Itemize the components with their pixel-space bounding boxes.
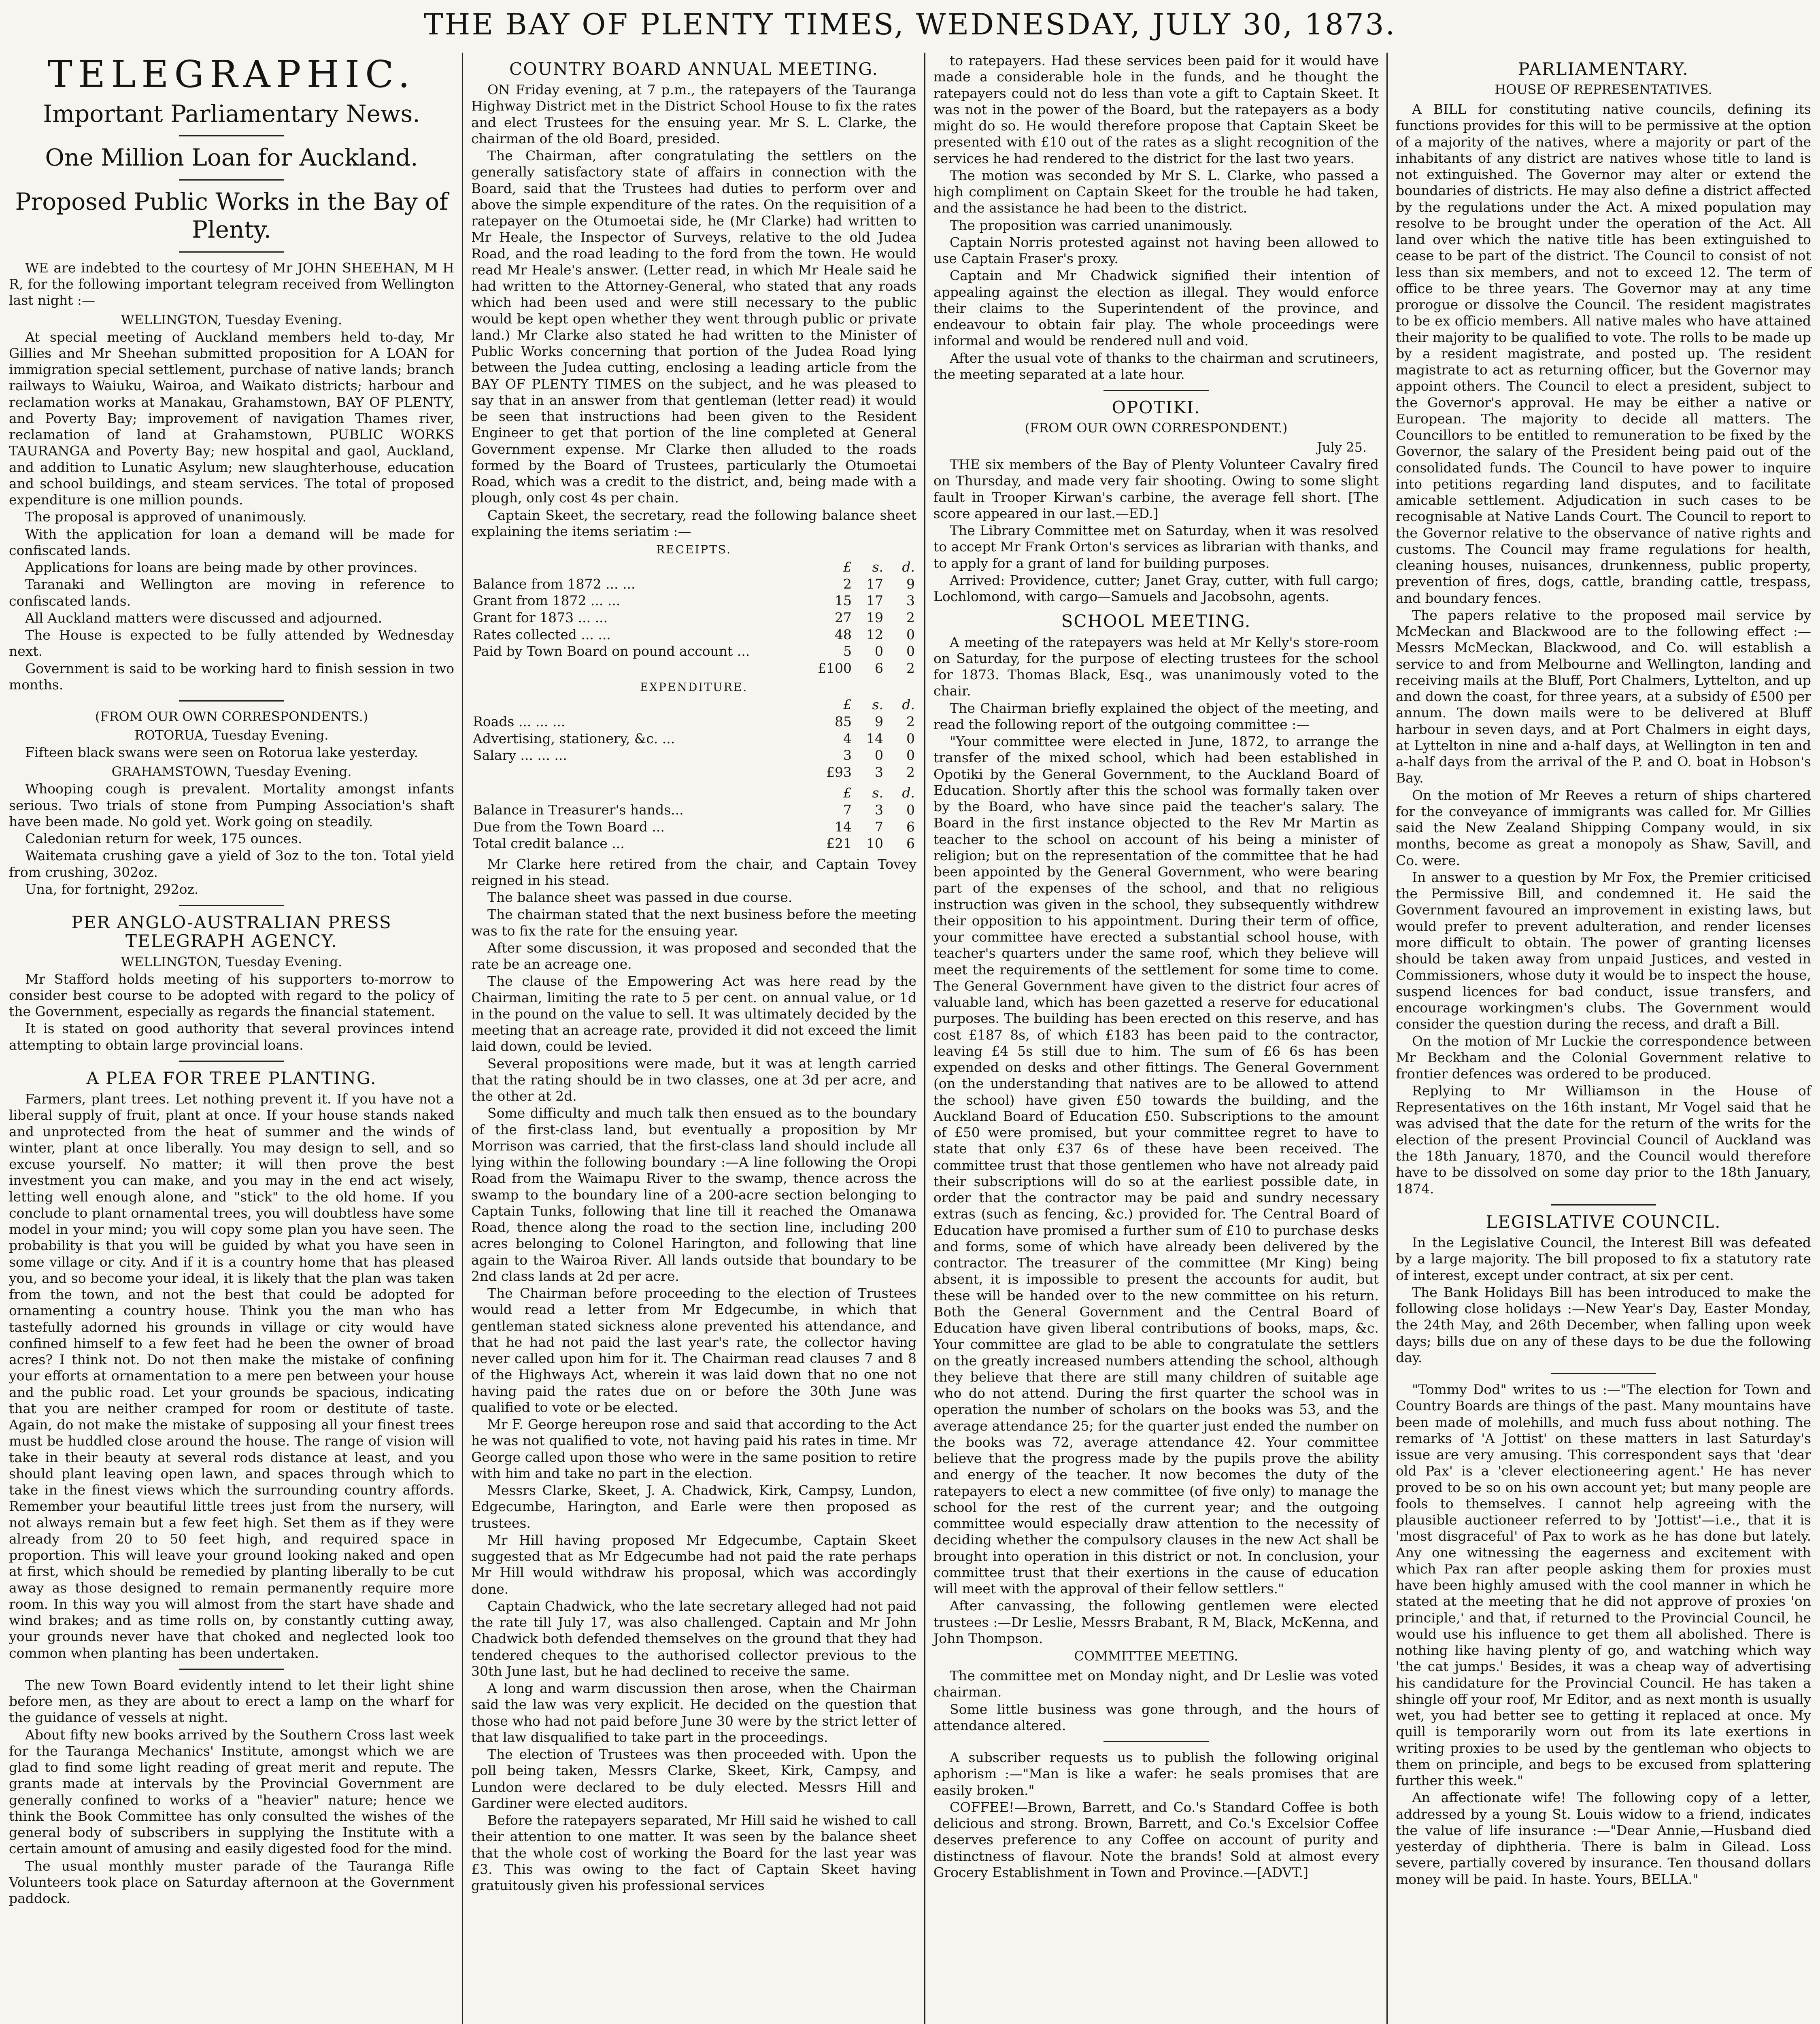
table-header-cell: d. xyxy=(902,559,915,575)
divider xyxy=(1103,1741,1209,1742)
table-cell: 14 xyxy=(866,730,883,746)
table-cell xyxy=(471,764,822,781)
local-news-paragraphs xyxy=(9,1677,454,1907)
table-header-cell: s. xyxy=(872,559,883,575)
table-cell: 17 xyxy=(866,576,883,592)
table-cell: Roads ... ... ... xyxy=(473,713,566,729)
table-cell: Balance from 1872 ... ... xyxy=(473,576,636,592)
table-cell: 0 xyxy=(906,626,915,642)
table-row xyxy=(471,835,916,852)
headline-public-works: Proposed Public Works in the Bay of Plenty. xyxy=(15,187,448,244)
committee-paragraphs xyxy=(933,1668,1379,1734)
article-paragraph: COFFEE!—Brown, Barrett, and Co.'s Standard Coffee is both delicious and strong. Brown, Barrett, and Co.'s Excelsior Coffee deserves preference to any Coffee on account of purity and distinctness of flavour. Note the brands! Sold at almost every Grocery Establishment in Town and Province.—[ADVT.] xyxy=(933,1799,1379,1880)
article-paragraph: Mr Hill having proposed Mr Edgecumbe, Captain Skeet suggested that as Mr Edgecumbe had not paid the rate perhaps Mr Hill would withdraw his proposal, which was accordingly done. xyxy=(471,1532,916,1597)
article-paragraph: Una, for fortnight, 292oz. xyxy=(25,881,199,897)
article-paragraph: With the application for loan a demand will be made for confiscated lands. xyxy=(9,526,454,558)
table-cell: Rates collected ... ... xyxy=(473,626,611,642)
table-cell: £93 xyxy=(826,764,852,780)
table-cell: 2 xyxy=(906,660,915,676)
opotiki-paragraphs xyxy=(933,457,1379,605)
table-cell: 2 xyxy=(906,713,915,729)
article-paragraph: ON Friday evening, at 7 p.m., the ratepayers of the Tauranga Highway District met in the District School House to fix the rates and elect Trustees for the ensuing year. Mr S. L. Clarke, the chairman of the old Board, presided. xyxy=(471,82,916,147)
table-cell xyxy=(471,660,816,677)
table-cell: 0 xyxy=(906,643,915,659)
article-paragraph: The election of Trustees was then proceeded with. Upon the poll being taken, Messrs Clarke, Skeet, Kirk, Campsy, and Lundon were declared to be duly elected. Messrs Hill and Gardiner were elected auditors. xyxy=(471,1746,916,1811)
opotiki-date: July 25. xyxy=(1317,440,1367,455)
column-3 xyxy=(928,53,1384,2024)
correspondence-paragraphs xyxy=(1396,1382,1811,1888)
article-paragraph: A BILL for constituting native councils, defining its functions provides for this will to be permissive at the option of a majority of the natives, where a majority or part of the inhabitants of any district are natives whose title to land is not extinguished. The Governor may alter or extend the boundaries of districts. He may also define a district affected by the regulations under the Act. A mixed population may resolve to be brought under the operation of the Act. All land over which the native title has been extinguished to cease to be part of the district. The Council to consist of not less than six members, and not to exceed 12. The term of office to be three years. The Governor may at any time prorogue or dissolve the Council. The resident magistrates to be ex officio members. All native males who have attained their majority to be qualified to vote. The rolls to be made up by a resident magistrate, and posted up. The resident magistrate to act as returning officer, but the Governor may appoint others. The Council to elect a president, subject to the Governor's approval. He may be either a native or European. The majority to decide all matters. The Councillors to be entitled to remuneration to be fixed by the Governor, the salary of the President being paid out of the consolidated funds. The Council to have power to inquire into petitions regarding land disputes, and to facilitate amicable settlement. Adjudication in such cases to be recognisable at Native Lands Court. The Council to report to the Governor relative to the observance of native rights and customs. The Council may frame regulations for health, cleaning houses, nuisances, drunkenness, public property, prevention of fires, dogs, cattle, branding cattle, trespass, and boundary fences. xyxy=(1396,101,1811,606)
table-header-cell: d. xyxy=(902,785,915,801)
table-row xyxy=(471,609,916,626)
divider xyxy=(1103,390,1209,391)
article-paragraph: The Chairman before proceeding to the election of Trustees would read a letter from Mr Edgecumbe, in which that gentleman stated sickness alone prevented his attendance, and that he had not paid the last year's rate, the collector having never called upon him for it. The Chairman read clauses 7 and 8 of the Highways Act, wherein it was laid down that no one not having paid the rates due on or before the 30th June was qualified to vote or be elected. xyxy=(471,1285,916,1415)
table-cell: 17 xyxy=(866,593,883,609)
table-row xyxy=(471,747,916,764)
article-paragraph: A long and warm discussion then arose, when the Chairman said the law was very explicit. He decided on the question that those who had not paid before June 30 were by the strict letter of that law disqualified to take part in the proceedings. xyxy=(471,1680,916,1745)
grahamstown-paragraphs xyxy=(9,781,454,897)
table-cell: 2 xyxy=(906,764,915,780)
table-cell: 0 xyxy=(906,747,915,763)
divider xyxy=(179,179,284,181)
article-paragraph: "Tommy Dod" writes to us :—"The election for Town and Country Boards are things of the past. Many mountains have been made of molehills, and much fuss about nothing. The remarks of 'A Jottist' on these matters in last Saturday's issue are very amusing. This correspondent says that 'dear old Pax' is a 'clever electioneering agent.' He has never proved to be so on his own account yet; but many people are fools to themselves. I cannot help agreeing with the plausible auctioneer referred to by 'Jottist'—i.e., that it is 'most disgraceful' of Pax to work as he has done but lately. Any one witnessing the eagerness and excitement with which Pax ran after people asking them for proxies must have been highly amused with the cool manner in which he stated at the meeting that he did not approve of proxies 'on principle,' and that, if returned to the Provincial Council, he would use his influence to get them all abolished. There is nothing like having plenty of go, and watching which way 'the cat jumps.' Besides, it was a cheap way of advertising his candidature for the Provincial Council. He has taken a shingle off your roof, Mr Editor, and as next month is usually wet, you had better see to getting it replaced at once. My quill is temporarily worn out from its late exertions in writing proxies to be used by the gentleman who objects to them on principle, and begs to be excused from splattering further this week." xyxy=(1396,1382,1811,1789)
table-cell: 12 xyxy=(866,626,883,642)
expenditure-table xyxy=(471,696,916,780)
article-paragraph: After some discussion, it was proposed and seconded that the rate be an acreage one. xyxy=(471,940,916,972)
headline-loan: One Million Loan for Auckland. xyxy=(45,144,418,172)
expenditure-heading: EXPENDITURE. xyxy=(640,680,748,694)
school-meeting-paragraphs xyxy=(933,634,1379,1647)
divider xyxy=(1551,1204,1656,1205)
table-cell: 10 xyxy=(866,836,883,852)
article-paragraph: All Auckland matters were discussed and adjourned. xyxy=(25,610,383,626)
expenditure-rows xyxy=(471,696,916,780)
divider xyxy=(179,135,284,136)
balance-table xyxy=(471,785,916,852)
dateline: WELLINGTON, Tuesday Evening. xyxy=(121,312,342,327)
country-board-paragraphs xyxy=(471,82,916,540)
divider xyxy=(1551,1373,1656,1374)
article-paragraph: The papers relative to the proposed mail service by McMeckan and Blackwood are to the following effect :—Messrs McMeckan, Blackwood, and Co. will establish a service to and from Melbourne and Wellington, landing and receiving mails at the Bluff, Port Chalmers, Lyttelton, and up and down the coast, for three years, at a subsidy of £500 per annum. The down mails were to be delivered at Bluff harbour in seven days, and at Port Chalmers in eight days, at Lyttelton in nine and a-half days, at Wellington in ten and a-half days from the arrival of the P. and O. boat in Hobson's Bay. xyxy=(1396,607,1811,786)
table-header-cell: d. xyxy=(902,697,915,713)
table-header-cell: £ xyxy=(843,785,852,801)
table-header-cell xyxy=(471,785,822,802)
article-paragraph: to ratepayers. Had these services been paid for it would have made a considerable hole in the funds, and he thought the ratepayers could not do less than vote a gift to Captain Skeet. It was not in the power of the Board, but the ratepayers as a body might do so. He would therefore propose that Captain Skeet be presented with £10 out of the rates as a slight recognition of the services he had rendered to the district for the last two years. xyxy=(933,53,1379,166)
article-paragraph: The House is expected to be fully attended by Wednesday next. xyxy=(9,627,454,659)
article-paragraph: Applications for loans are being made by other provinces. xyxy=(25,559,418,576)
table-header-cell: £ xyxy=(843,697,852,713)
divider xyxy=(179,700,284,702)
table-row xyxy=(471,730,916,747)
article-paragraph: The balance sheet was passed in due course. xyxy=(487,889,793,906)
article-paragraph: Replying to Mr Williamson in the House of Representatives on the 16th instant, Mr Vogel said that he was advised that the date for the return of the writs for the election of the present Provincial Council of Auckland was the 18th January, 1870, and the Council would therefore have to be dissolved on some day prior to the 18th January, 1874. xyxy=(1396,1083,1811,1197)
parliamentary-heading: PARLIAMENTARY. xyxy=(1518,59,1689,79)
receipts-table xyxy=(471,559,916,676)
article-paragraph: The chairman stated that the next business before the meeting was to fix the rate for the ensuing year. xyxy=(471,906,916,939)
press-paragraphs xyxy=(9,971,454,1053)
table-cell: 15 xyxy=(835,593,852,609)
article-paragraph: A subscriber requests us to publish the following original aphorism :—"Man is like a wafer: he seals promises that are easily broken." xyxy=(933,1750,1379,1798)
table-cell: 0 xyxy=(875,747,883,763)
intro-paragraph: WE are indebted to the courtesy of Mr JOHN SHEEHAN, M H R, for the following important telegram received from Wellington last night :— xyxy=(9,259,454,308)
column-rule xyxy=(462,53,463,2024)
article-paragraph: The Bank Holidays Bill has been introduced to make the following close holidays :—New Year's Day, Easter Monday, the 24th May, and 26th December, when falling upon week days; bills due on any of these days to be due the following day. xyxy=(1396,1284,1811,1365)
table-cell: £100 xyxy=(818,660,852,676)
table-cell: £21 xyxy=(826,836,852,852)
article-paragraph: Mr Clarke here retired from the chair, and Captain Tovey reigned in his stead. xyxy=(471,856,916,888)
table-cell: 7 xyxy=(875,819,883,835)
article-paragraph: The proposal is approved of unanimously. xyxy=(25,509,307,525)
dateline: WELLINGTON, Tuesday Evening. xyxy=(121,954,342,969)
table-header-row xyxy=(471,785,916,802)
receipts-heading: RECEIPTS. xyxy=(656,543,732,557)
house-heading: HOUSE OF REPRESENTATIVES. xyxy=(1495,82,1712,98)
table-cell: Advertising, stationery, &c. ... xyxy=(473,730,675,746)
balance-rows xyxy=(471,785,916,852)
column-1 xyxy=(3,53,460,2024)
article-paragraph: In answer to a question by Mr Fox, the Premier criticised the Permissive Bill, and condemned it. He said the Government favoured an improvement in existing laws, but would prefer to prevent adulteration, and render licenses more difficult to obtain. The power of granting licenses should be taken away from unpaid Justices, and vested in Commissioners, whose duty it would be to inspect the house, suspend licences for bad conduct, issue transfers, and encourage workingmen's clubs. The Government would consider the question during the recess, and draft a Bill. xyxy=(1396,869,1811,1032)
dateline: ROTORUA, Tuesday Evening. xyxy=(134,727,329,743)
legislative-council-heading: LEGISLATIVE COUNCIL. xyxy=(1486,1212,1721,1232)
table-cell: Grant for 1873 ... ... xyxy=(473,609,608,625)
article-paragraph: Several propositions were made, but it was at length carried that the rating should be in two classes, one at 3d per acre, and the other at 2d. xyxy=(471,1055,916,1104)
telegraphic-heading: TELEGRAPHIC. xyxy=(47,53,416,96)
column-2 xyxy=(466,53,922,2024)
table-row xyxy=(471,819,916,836)
table-cell: 6 xyxy=(906,836,915,852)
article-paragraph: The new Town Board evidently intend to let their light shine before men, as they are about to erect a lamp on the wharf for the guidance of vessels at night. xyxy=(9,1677,454,1726)
table-cell: 0 xyxy=(906,730,915,746)
table-cell: 0 xyxy=(875,643,883,659)
table-cell: Grant from 1872 ... ... xyxy=(473,593,621,609)
house-paragraphs xyxy=(1396,101,1811,1197)
table-cell: 6 xyxy=(875,660,883,676)
table-cell: Salary ... ... ... xyxy=(473,747,567,763)
column-rule xyxy=(924,53,925,2024)
opotiki-heading: OPOTIKI. xyxy=(1112,398,1201,417)
article-paragraph: The proposition was carried unanimously. xyxy=(950,217,1233,233)
table-row xyxy=(471,626,916,643)
article-paragraph: Fifteen black swans were seen on Rotorua lake yesterday. xyxy=(25,744,419,761)
article-paragraph: An affectionate wife! The following copy of a letter, addressed by a young St. Louis widow to a friend, indicates the value of life insurance :—"Dear Annie,—Husband died yesterday of diphtheria. There is balm in Gilead. Loss severe, partially covered by insurance. Ten thousand dollars money will be paid. In haste. Yours, BELLA." xyxy=(1396,1790,1811,1887)
article-paragraph: The committee met on Monday night, and Dr Leslie was voted chairman. xyxy=(933,1668,1379,1700)
article-paragraph: On the motion of Mr Reeves a return of ships chartered for the conveyance of immigrants was called for. Mr Gillies said the New Zealand Shipping Company would, in six months, become as great a monopoly as Shaw, Savill, and Co. were. xyxy=(1396,787,1811,868)
divider xyxy=(179,905,284,906)
school-meeting-heading: SCHOOL MEETING. xyxy=(1061,611,1251,631)
tree-planting-paragraphs xyxy=(9,1091,454,1661)
table-header-cell: s. xyxy=(872,697,883,713)
article-paragraph: The Library Committee met on Saturday, when it was resolved to accept Mr Frank Orton's services as librarian with thanks, and to apply for a grant of land for building purposes. xyxy=(933,523,1379,571)
table-cell: 3 xyxy=(875,764,883,780)
table-cell: 2 xyxy=(843,576,852,592)
article-paragraph: It is stated on good authority that several provinces intend attempting to obtain large provincial loans. xyxy=(9,1021,454,1053)
opotiki-correspondent: (FROM OUR OWN CORRESPONDENT.) xyxy=(1025,420,1288,436)
article-paragraph: The clause of the Empowering Act was here read by the Chairman, limiting the rate to 5 per cent. on annual value, or 1d in the pound on the value to sell. It was ultimately decided by the meeting that an acreage rate, provided it did not exceed the limit laid down, could be levied. xyxy=(471,973,916,1055)
article-paragraph: Captain and Mr Chadwick signified their intention of appealing against the election as illegal. They would enforce their claims to the Superintendent of the province, and endeavour to obtain fair play. The whole proceedings were informal and would be rendered null and void. xyxy=(933,268,1379,349)
table-cell: Paid by Town Board on pound account ... xyxy=(473,643,750,659)
table-header-row xyxy=(471,696,916,713)
article-paragraph: The Chairman, after congratulating the settlers on the generally satisfactory state of affairs in connection with the Board, said that the Trustees had duties to perform over and above the simple expenditure of the rates. On the requisition of a ratepayer on the Otumoetai side, he (Mr Clarke) had written to Mr Heale, the Inspector of Surveys, relative to the old Judea Road, and the road leading to the ford from the town. He would read Mr Heale's answer. (Letter read, in which Mr Heale said he had written to the Attorney-General, who stated that any roads which had been used and were still necessary to the public would be kept open whether they went through public or private land.) Mr Clarke also stated he had written to the Minister of Public Works concerning that portion of the Judea Road lying between the Judea cutting, enclosing a leading article from the BAY OF PLENTY TIMES on the subject, and he was pleased to say that in an answer from that gentleman (letter read) it would be seen that instructions had been given to the Resident Engineer to get that portion of the line completed at General Government expense. Mr Clarke then alluded to the roads formed by the Board of Trustees, particularly the Otumoetai Road, which was a credit to the district, and, being made with a plough, only cost 4s per chain. xyxy=(471,148,916,506)
article-paragraph: THE six members of the Bay of Plenty Volunteer Cavalry fired on Thursday, and made very fair shooting. Owing to some slight fault in Trooper Kirwan's carbine, the average fell short. [The score appeared in our last.—ED.] xyxy=(933,457,1379,521)
receipts-rows xyxy=(471,559,916,676)
table-row xyxy=(471,764,916,781)
table-cell: 14 xyxy=(835,819,852,835)
country-board-heading: COUNTRY BOARD ANNUAL MEETING. xyxy=(509,59,878,79)
article-paragraph: The Chairman briefly explained the object of the meeting, and read the following report of the outgoing committee :— xyxy=(933,700,1379,732)
table-row xyxy=(471,576,916,593)
table-cell: 9 xyxy=(906,576,915,592)
table-cell: 4 xyxy=(843,730,852,746)
table-row xyxy=(471,660,916,677)
table-row xyxy=(471,802,916,819)
article-paragraph: About fifty new books arrived by the Southern Cross last week for the Tauranga Mechanics' Institute, amongst which we are glad to find some light reading of great merit and repute. The grants made at intervals by the Provincial Government are generally confined to works of a "heavier" nature; hence we think the Book Committee has only consulted the wishes of the general body of subscribers in supplying the Institute with a certain amount of amusing and easily digested food for the mind. xyxy=(9,1726,454,1857)
table-cell: 5 xyxy=(843,643,852,659)
divider xyxy=(179,251,284,253)
column-4 xyxy=(1390,53,1817,2024)
legislative-paragraphs xyxy=(1396,1235,1811,1366)
article-paragraph: After canvassing, the following gentlemen were elected trustees :—Dr Leslie, Messrs Brabant, R M, Black, McKenna, and John Thompson. xyxy=(933,1598,1379,1646)
table-cell: 27 xyxy=(835,609,852,625)
table-cell: 3 xyxy=(906,593,915,609)
press-agency-heading: PER ANGLO-AUSTRALIAN PRESS TELEGRAPH AGENCY. xyxy=(71,912,392,951)
table-cell: Balance in Treasurer's hands... xyxy=(473,802,684,818)
correspondents-label: (FROM OUR OWN CORRESPONDENTS.) xyxy=(95,709,368,725)
article-paragraph: Messrs Clarke, Skeet, J. A. Chadwick, Kirk, Campsy, Lundon, Edgecumbe, Harington, and Earle were then proposed as trustees. xyxy=(471,1482,916,1531)
article-paragraph: Waitemata crushing gave a yield of 3oz to the ton. Total yield from crushing, 302oz. xyxy=(9,848,454,880)
table-row xyxy=(471,592,916,609)
table-cell: 3 xyxy=(875,802,883,818)
article-paragraph: Arrived: Providence, cutter; Janet Gray, cutter, with full cargo; Lochlomond, with cargo—Samuels and Jacobsohn, agents. xyxy=(933,572,1379,605)
column-rule xyxy=(1386,53,1388,2024)
telegram-paragraphs xyxy=(9,329,454,693)
article-paragraph: The usual monthly muster parade of the Tauranga Rifle Volunteers took place on Saturday afternoon at the Government paddock. xyxy=(9,1858,454,1907)
article-paragraph: Taranaki and Wellington are moving in reference to confiscated lands. xyxy=(9,576,454,609)
table-header-cell xyxy=(471,696,822,713)
article-paragraph: After the usual vote of thanks to the chairman and scrutineers, the meeting separated at a late hour. xyxy=(933,350,1379,382)
table-cell: Total credit balance ... xyxy=(473,836,625,852)
table-cell: 0 xyxy=(906,802,915,818)
article-paragraph: "Your committee were elected in June, 1872, to arrange the transfer of the mixed school, which had been established in Opotiki by the General Government, to the Auckland Board of Education. Shortly after this the school was formally taken over by the Board, who have since paid the teacher's salary. The Board in the first instance objected to the Rev Mr Martin as teacher to the school on account of his being a minister of religion; but on the representation of the committee that he had been appointed by the General Government, who were bearing part of the expenses of the school, and that no religious instruction was given in the school, they subsequently withdrew their opposition to his appointment. During their term of office, your committee have erected a substantial school house, with teacher's quarters under the same roof, which they believe will meet the requirements of the settlement for some time to come. The General Government have given to the district four acres of valuable land, which has been gazetted a reserve for educational purposes. The building has been erected on this reserve, and has cost £187 8s, of which £183 has been paid to the contractor, leaving £4 5s still due to him. The sum of £6 6s has been expended on desks and other fittings. The General Government (on the understanding that natives are to be allowed to attend the school) have given £50 towards the building, and the Auckland Board of Education £50. Subscriptions to the amount of £50 were promised, but your committee regret to have to state that only £37 6s of these have been received. The committee trust that those gentlemen who have not already paid their subscriptions will do so at the earliest possible date, in order that the contractor may be paid and sundry necessary extras (such as fencing, &c.) provided for. The Central Board of Education have promised a further sum of £10 to purchase desks and forms, some of which have already been delivered by the contractor. The treasurer of the committee (Mr King) being absent, it is impossible to present the accounts for audit, but these will be handed over to the new committee on his return. Both the General Government and the Central Board of Education have given liberal contributions of books, maps, &c. Your committee are glad to be able to congratulate the settlers on the greatly increased numbers attending the school, although they believe that there are still many children of suitable age who do not attend. During the first quarter the school was in operation the number of scholars on the books was 53, and the average attendance 25; for the quarter just ended the number on the books was 72, average attendance 42. Your committee believe that the progress made by the pupils prove the ability and energy of the teacher. It now becomes the duty of the ratepayers to elect a new committee (of five only) to manage the school for the rest of the current year; and the outgoing committee would especially draw attention to the necessity of deciding whether the compulsory clauses in the new Act shall be brought into operation in this district or not. In conclusion, your committee trust that their exertions in the cause of education will meet with the approval of their fellow settlers." xyxy=(933,733,1379,1597)
table-cell: 6 xyxy=(906,819,915,835)
table-cell: 19 xyxy=(866,609,883,625)
divider xyxy=(179,1669,284,1670)
tree-planting-heading: A PLEA FOR TREE PLANTING. xyxy=(86,1068,377,1088)
article-paragraph: On the motion of Mr Luckie the correspondence between Mr Beckham and the Colonial Government relative to frontier defences was ordered to be produced. xyxy=(1396,1033,1811,1082)
table-cell: 7 xyxy=(843,802,852,818)
divider xyxy=(179,1061,284,1062)
article-paragraph: Mr Stafford holds meeting of his supporters to-morrow to consider best course to be adopted with regard to the policy of the Government, especially as regards the financial statement. xyxy=(9,971,454,1020)
article-paragraph: Some little business was gone through, and the hours of attendance altered. xyxy=(933,1701,1379,1733)
article-paragraph: Whooping cough is prevalent. Mortality amongst infants serious. Two trials of stone from Pumping Association's shaft have been made. No gold yet. Work going on steadily. xyxy=(9,781,454,829)
table-cell: 9 xyxy=(875,713,883,729)
table-cell: 85 xyxy=(835,713,852,729)
table-header-row xyxy=(471,559,916,576)
article-paragraph: Farmers, plant trees. Let nothing prevent it. If you have not a liberal supply of fruit, plant at once. If your house stands naked and unprotected from the heat of summer and the winds of winter, plant at once liberally. You may design to sell, and so excuse yourself. No matter; it will then prove the best investment you can make, and you may in the end act wisely, letting well enough alone, and "stick" to the old home. If you conclude to plant ornamental trees, you will doubtless have some model in your mind; you will copy some plan you have seen. The probability is that you will be guided by what you have seen in some village or city. And if it is a country home that has pleased you, and so become your ideal, it is likely that the plan was taken from the town, and not the best that could be adopted for ornamenting a country house. Think you the man who has tastefully adorned his grounds in village or city would have confined himself to a few feet had he been the owner of broad acres? I think not. Do not then make the mistake of confining your efforts at ornamentation to a mere pen between your house and the public road. Let your grounds be spacious, indicating that you are neither cramped for room or destitute of taste. Again, do not make the mistake of supposing all your finest trees must be huddled close around the house. The range of vision will take in their beauty at several rods distance at least, and you should plant leaving open lawn, and spaces through which to take in the finest views which the surrounding country affords. Remember your beautiful little trees just from the nursery, will not always remain but a few feet high. Set them as if they were already from 20 to 50 feet high, and required space in proportion. This will leave your ground looking naked and open at first, which should be remedied by planting liberally to be cut away as those designed to remain permanently require more room. In this way you will almost from the start have shade and wind brakes; and as time rolls on, by constantly cutting away, your grounds never have that choked and neglected look too common when planting has been undertaken. xyxy=(9,1091,454,1661)
article-paragraph: In the Legislative Council, the Interest Bill was defeated by a large majority. The bill proposed to fix a statutory rate of interest, except under contract, at six per cent. xyxy=(1396,1235,1811,1283)
article-paragraph: Caledonian return for week, 175 ounces. xyxy=(25,831,302,847)
dateline: GRAHAMSTOWN, Tuesday Evening. xyxy=(111,764,352,780)
table-header-cell xyxy=(471,559,816,576)
table-cell: 48 xyxy=(835,626,852,642)
table-row xyxy=(471,643,916,660)
masthead-title: THE BAY OF PLENTY TIMES, WEDNESDAY, JULY 30, 1873. xyxy=(423,7,1397,41)
table-row xyxy=(471,713,916,730)
article-paragraph: The motion was seconded by Mr S. L. Clarke, who passed a high compliment on Captain Skeet for the trouble he had taken, and the assistance he had been to the district. xyxy=(933,167,1379,216)
table-header-cell: £ xyxy=(843,559,852,575)
table-cell: Due from the Town Board ... xyxy=(473,819,665,835)
meeting-continued-paragraphs xyxy=(933,53,1379,383)
headline-parliamentary: Important Parliamentary News. xyxy=(43,100,420,128)
advert-paragraphs xyxy=(933,1750,1379,1881)
article-paragraph: Mr F. George hereupon rose and said that according to the Act he was not qualified to vote, not having paid his rates in time. Mr George called upon those who were in the same position to retire with him and take no part in the election. xyxy=(471,1416,916,1481)
table-cell: 3 xyxy=(843,747,852,763)
table-header-cell: s. xyxy=(872,785,883,801)
article-paragraph: Some difficulty and much talk then ensued as to the boundary of the first-class land, but eventually a proposition by Mr Morrison was carried, that the first-class land should include all lying within the following boundary :—A line following the Oropi Road from the Waimapu River to the swamp, thence across the swamp to the boundary line of a 200-acre section belonging to Captain Tunks, following that line till it reached the Omanawa Road, thence along the road to the section line, including 200 acres belonging to Colonel Harington, and following that line again to the Wairoa River. All lands outside that boundary to be 2nd class lands at 2d per acre. xyxy=(471,1105,916,1284)
article-paragraph: Captain Chadwick, who the late secretary alleged had not paid the rate till July 17, was also challenged. Captain and Mr John Chadwick both defended themselves on the ground that they had tendered cheques to the authorised collector previous to the 30th June last, but he had declined to receive the same. xyxy=(471,1598,916,1679)
article-paragraph: A meeting of the ratepayers was held at Mr Kelly's store-room on Saturday, for the purpose of electing trustees for the school for 1873. Thomas Black, Esq., was unanimously voted to the chair. xyxy=(933,634,1379,699)
article-paragraph: At special meeting of Auckland members held to-day, Mr Gillies and Mr Sheehan submitted proposition for A LOAN for immigration special settlement, purchase of native lands; branch railways to Waiuku, Wairoa, and Waikato districts; harbour and reclamation works at Manakau, Grahamstown, BAY OF PLENTY, and Poverty Bay; improvement of navigation Thames river, reclamation of land at Grahamstown, PUBLIC WORKS TAURANGA and Poverty Bay; new hospital and gaol, Auckland, and addition to Lunatic Asylum; new slaughterhouse, education and school buildings, and steam services. The total of proposed expenditure is one million pounds. xyxy=(9,329,454,508)
article-paragraph: Captain Norris protested against not having been allowed to use Captain Fraser's proxy. xyxy=(933,234,1379,266)
masthead xyxy=(0,0,1820,49)
article-paragraph: Before the ratepayers separated, Mr Hill said he wished to call their attention to one matter. It was seen by the balance sheet that the whole cost of working the Board for the last year was £3. This was owing to the fact of Captain Skeet having gratuitously given his professional services xyxy=(471,1812,916,1894)
rotorua-paragraphs xyxy=(9,744,454,761)
article-paragraph: Captain Skeet, the secretary, read the following balance sheet explaining the items seriatim :— xyxy=(471,507,916,539)
committee-meeting-heading: COMMITTEE MEETING. xyxy=(1074,1648,1238,1664)
article-paragraph: Government is said to be working hard to finish session in two months. xyxy=(9,660,454,693)
table-cell: 2 xyxy=(906,609,915,625)
meeting-paragraphs xyxy=(471,856,916,1894)
